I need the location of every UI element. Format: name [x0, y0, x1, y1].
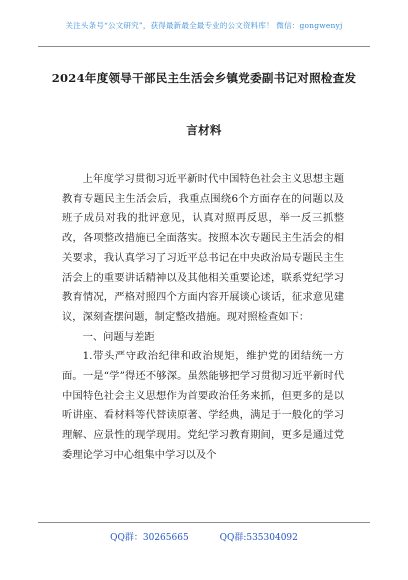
- footer-qq-group-1: QQ群：30265665: [110, 533, 189, 543]
- paragraph-intro: 上年度学习贯彻习近平新时代中国特色社会主义思想主题教育专题民主生活会后，我重点围绕6个方面存在的问题以及班子成员对我的批评意见，认真对照再反思，举一反三抓整改，各项整改措施已全面落实。按照本次专题民主生活会的相关要求，我认真学习了习近平总书记在中央政治局专题民主生活会上的重要讲话精神以及其他相关重要论述，联系党纪学习教育情况，严格对照四个方面内容开展谈心谈话，征求意见建议，深刻查摆问题，制定整改措施。现对照检查如下：: [62, 173, 344, 323]
- document-body: [62, 170, 344, 466]
- footer: [0, 530, 408, 543]
- header-divider: [38, 46, 370, 47]
- document-title-line-2: 言材料: [186, 123, 222, 137]
- document-title-line-1: 2024年度领导干部民主生活会乡镇党委副书记对照检查发: [51, 71, 357, 85]
- section-heading: 一、问题与差距: [82, 330, 155, 343]
- paragraph-item-1: 1.带头严守政治纪律和政治规矩，维护党的团结统一方面。一是“学”得还不够深。虽然能够把学习贯彻习近平新时代中国特色社会主义思想作为首要政治任务来抓，但更多的是以听讲座、看材料等代替读原著、学经典，满足于一般化的学习理解、应景性的现学现用。党纪学习教育期间，更多是通过党委理论学习中心组集中学习以及个: [62, 350, 344, 461]
- footer-qq-group-2: QQ群:535304092: [219, 533, 298, 543]
- header-banner: 关注头条号“公文研究”，获得最新最全最专业的公文资料库！ 微信：gongwenyj: [65, 21, 343, 30]
- footer-divider: [38, 522, 370, 523]
